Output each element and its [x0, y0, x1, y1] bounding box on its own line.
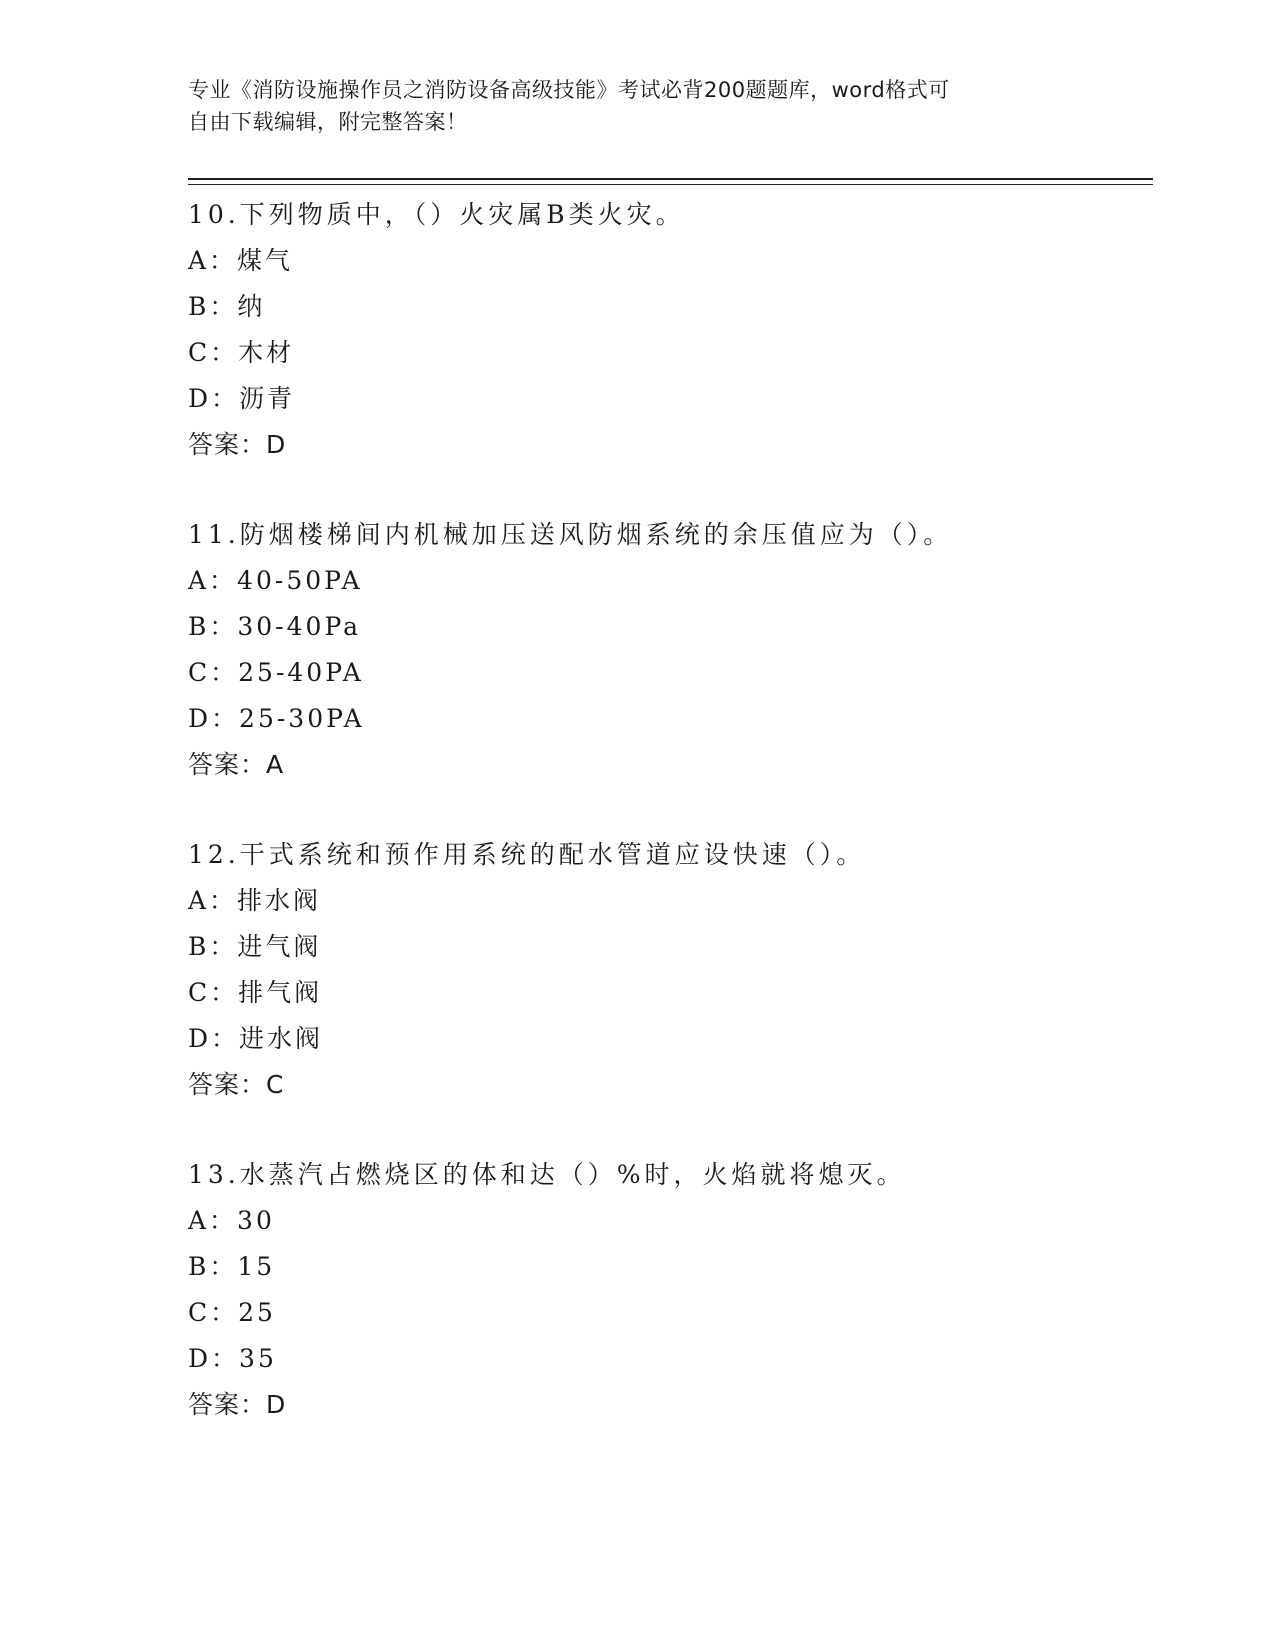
answer: 答案：D — [188, 430, 287, 459]
question-11 — [188, 512, 1153, 832]
question-title: 11.防烟楼梯间内机械加压送风防烟系统的余压值应为（）。 — [188, 520, 953, 549]
option-d: D：进水阀 — [188, 1024, 324, 1053]
option-b: B：15 — [188, 1252, 276, 1281]
option-a: A：40-50PA — [188, 566, 363, 595]
answer: 答案：A — [188, 750, 285, 779]
header-line-2: 自由下载编辑，附完整答案！ — [188, 110, 468, 134]
answer: 答案：C — [188, 1070, 285, 1099]
option-d: D：35 — [188, 1344, 277, 1373]
question-title: 12.干式系统和预作用系统的配水管道应设快速（）。 — [188, 840, 866, 869]
question-12 — [188, 832, 1153, 1152]
document-header — [188, 74, 1088, 138]
option-c: C：木材 — [188, 338, 295, 367]
header-divider — [188, 178, 1153, 185]
header-line-1: 专业《消防设施操作员之消防设备高级技能》考试必背200题题库，word格式可 — [188, 78, 950, 102]
question-title: 13.水蒸汽占燃烧区的体和达（）%时，火焰就将熄灭。 — [188, 1160, 906, 1189]
answer: 答案：D — [188, 1390, 287, 1419]
option-d: D：沥青 — [188, 384, 296, 413]
question-list — [188, 192, 1153, 1472]
option-c: C：排气阀 — [188, 978, 323, 1007]
option-a: A：排水阀 — [188, 886, 322, 915]
question-13 — [188, 1152, 1153, 1472]
option-b: B：纳 — [188, 292, 266, 321]
question-10 — [188, 192, 1153, 512]
option-a: A：30 — [188, 1206, 275, 1235]
option-a: A：煤气 — [188, 246, 294, 275]
option-b: B：进气阀 — [188, 932, 322, 961]
option-d: D：25-30PA — [188, 704, 365, 733]
option-c: C：25-40PA — [188, 658, 364, 687]
option-c: C：25 — [188, 1298, 276, 1327]
question-title: 10.下列物质中，（）火灾属B类火灾。 — [188, 200, 685, 229]
option-b: B：30-40Pa — [188, 612, 362, 641]
